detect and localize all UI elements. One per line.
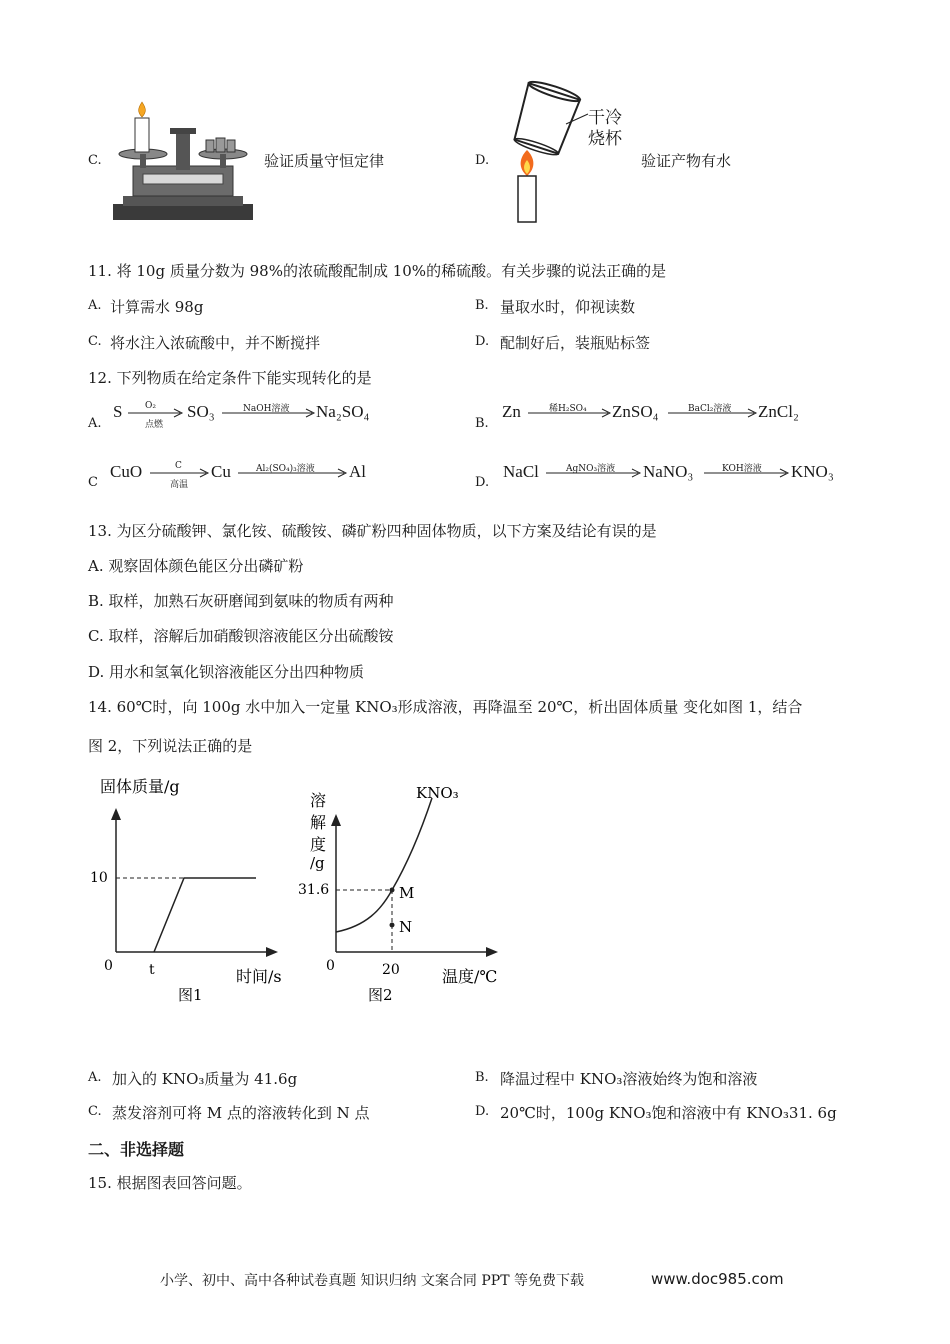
fig2-origin: 0 bbox=[326, 958, 335, 974]
q14-option-a-label: A. bbox=[88, 1070, 102, 1085]
q12-d-arrow1 bbox=[546, 468, 642, 478]
q13-stem: 13. 为区分硫酸钾、氯化铵、硫酸铵、磷矿粉四种固体物质，以下方案及结论有误的是 bbox=[88, 522, 657, 540]
figure-1-solid-mass-chart bbox=[80, 770, 300, 1010]
q11-option-c-label: C. bbox=[88, 334, 102, 349]
weight-1 bbox=[206, 140, 214, 152]
q11-stem: 11. 将 10g 质量分数为 98%的浓硫酸配制成 10%的稀硫酸。有关步骤的说法正确的是 bbox=[88, 262, 667, 280]
fig2-caption: 图2 bbox=[368, 986, 393, 1004]
fig2-ylabel-4: /g bbox=[310, 854, 325, 872]
q13-option-b: B. 取样，加熟石灰研磨闻到氨味的物质有两种 bbox=[88, 592, 394, 610]
candle-flame bbox=[139, 102, 146, 117]
q14-option-b-text: 降温过程中 KNO₃溶液始终为饱和溶液 bbox=[500, 1070, 758, 1088]
candle-d bbox=[518, 176, 536, 222]
fig2-label-n: N bbox=[399, 918, 413, 936]
q14-option-c-text: 蒸发溶剂可将 M 点的溶液转化到 N 点 bbox=[112, 1104, 370, 1122]
q11-option-c-text: 将水注入浓硫酸中，并不断搅拌 bbox=[110, 334, 321, 352]
q12-option-b-label: B. bbox=[475, 416, 489, 431]
beaker-label-line2: 烧杯 bbox=[588, 129, 622, 149]
fig2-ylabel-3: 度 bbox=[310, 835, 327, 854]
q13-option-d: D. 用水和氢氧化钡溶液能区分出四种物质 bbox=[88, 663, 365, 681]
q14-stem-line2: 图 2，下列说法正确的是 bbox=[88, 737, 253, 755]
q12-stem: 12. 下列物质在给定条件下能实现转化的是 bbox=[88, 369, 372, 387]
right-pan-stem bbox=[220, 154, 226, 168]
fig1-tick-10: 10 bbox=[90, 870, 108, 886]
q14-option-d-text: 20℃时，100g KNO₃饱和溶液中有 KNO₃31. 6g bbox=[500, 1104, 837, 1122]
q10-option-d-text: 验证产物有水 bbox=[641, 152, 732, 170]
q12-a-product: Na₂SO₄ bbox=[316, 402, 370, 421]
q12-a-cond2-top: NaOH溶液 bbox=[243, 404, 290, 414]
q14-option-a-text: 加入的 KNO₃质量为 41.6g bbox=[112, 1070, 298, 1088]
q12-d-arrow2 bbox=[704, 468, 790, 478]
left-pan-stem bbox=[140, 154, 146, 168]
q12-c-cond1-top: C bbox=[175, 461, 182, 471]
fig2-point-n bbox=[390, 923, 395, 928]
fig2-ylabel-1: 溶 bbox=[310, 791, 327, 810]
fig2-tick-31-6: 31.6 bbox=[298, 882, 330, 898]
footer-text: 小学、初中、高中各种试卷真题 知识归纳 文案合同 PPT 等免费下载 bbox=[160, 1273, 584, 1289]
q12-d-cond2-top: KOH溶液 bbox=[722, 464, 762, 474]
q12-b-arrow2 bbox=[668, 408, 758, 418]
candle bbox=[135, 118, 149, 152]
balance-scale-image bbox=[108, 100, 258, 226]
q11-option-a-text: 计算需水 98g bbox=[110, 298, 204, 316]
figure-2-solubility-chart bbox=[296, 770, 516, 1010]
q14-option-c-label: C. bbox=[88, 1104, 102, 1119]
q12-b-product: ZnCl₂ bbox=[758, 402, 799, 421]
footer-url[interactable]: www.doc985.com bbox=[651, 1270, 784, 1288]
fig2-y-arrow bbox=[331, 814, 341, 826]
q12-c-cond1-bot: 高温 bbox=[170, 480, 189, 490]
weight-3 bbox=[227, 140, 235, 152]
q12-c-arrow2 bbox=[238, 468, 348, 478]
q11-option-d-label: D. bbox=[475, 334, 490, 349]
fig2-kno3-curve bbox=[336, 798, 432, 932]
weight-2 bbox=[216, 138, 225, 152]
q12-option-d-label: D. bbox=[475, 475, 490, 490]
section-2-title: 二、非选择题 bbox=[88, 1140, 185, 1159]
fig1-caption: 图1 bbox=[178, 986, 203, 1004]
q12-a-cond1-top: O₂ bbox=[145, 401, 156, 411]
cold-dry-beaker bbox=[509, 80, 581, 159]
q12-b-reactant: Zn bbox=[502, 402, 521, 421]
q12-b-arrow1 bbox=[528, 408, 612, 418]
fig2-label-m: M bbox=[399, 884, 415, 902]
fig2-tick-20: 20 bbox=[382, 962, 400, 978]
fig2-x-arrow bbox=[486, 947, 498, 957]
q12-a-cond1-bot: 点燃 bbox=[145, 420, 164, 430]
q12-a-arrow2 bbox=[222, 408, 316, 418]
balance-base-top bbox=[123, 196, 243, 206]
q12-option-c-label: C bbox=[88, 475, 98, 490]
q12-b-cond1-top: 稀H₂SO₄ bbox=[549, 404, 587, 414]
q12-c-intermediate: Cu bbox=[211, 462, 231, 481]
q12-b-intermediate: ZnSO₄ bbox=[612, 402, 659, 421]
fig2-curve-label: KNO₃ bbox=[416, 784, 459, 802]
q13-option-a: A. 观察固体颜色能区分出磷矿粉 bbox=[88, 557, 304, 575]
fig2-ylabel-2: 解 bbox=[310, 813, 327, 832]
q11-option-b-label: B. bbox=[475, 298, 489, 313]
q12-d-intermediate: NaNO₃ bbox=[643, 462, 694, 481]
fig1-tick-t: t bbox=[149, 962, 155, 978]
balance-pointer-top bbox=[170, 128, 196, 134]
q14-option-d-label: D. bbox=[475, 1104, 490, 1119]
q11-option-a-label: A. bbox=[88, 298, 102, 313]
q15-stem: 15. 根据图表回答问题。 bbox=[88, 1174, 252, 1192]
q12-c-reactant: CuO bbox=[110, 462, 143, 481]
fig1-xlabel: 时间/s bbox=[236, 967, 282, 986]
fig2-xlabel: 温度/℃ bbox=[442, 967, 498, 986]
balance-scale-bar bbox=[143, 174, 223, 184]
q10-option-c-label: C. bbox=[88, 153, 102, 168]
balance-pillar bbox=[176, 130, 190, 170]
q12-d-cond1-top: AgNO₃溶液 bbox=[566, 464, 616, 474]
fig2-point-m bbox=[390, 888, 395, 893]
q13-option-c: C. 取样，溶解后加硝酸钡溶液能区分出硫酸铵 bbox=[88, 627, 394, 645]
q10-option-c-text: 验证质量守恒定律 bbox=[264, 152, 385, 170]
fig1-ylabel: 固体质量/g bbox=[100, 777, 180, 796]
q12-c-cond2-top: Al₂(SO₄)₃溶液 bbox=[256, 464, 315, 474]
q14-option-b-label: B. bbox=[475, 1070, 489, 1085]
q12-d-reactant: NaCl bbox=[503, 462, 539, 481]
q11-option-b-text: 量取水时，仰视读数 bbox=[500, 298, 636, 316]
q14-stem-line1: 14. 60℃时，向 100g 水中加入一定量 KNO₃形成溶液，再降温至 20℃，析出固体质量 变化如图 1，结合 bbox=[88, 698, 803, 716]
q12-a-reactant: S bbox=[113, 402, 123, 421]
q12-option-a-label: A. bbox=[88, 416, 102, 431]
balance-base bbox=[113, 204, 253, 220]
fig1-origin: 0 bbox=[104, 958, 113, 974]
q11-option-d-text: 配制好后，装瓶贴标签 bbox=[500, 334, 651, 352]
q12-b-cond2-top: BaCl₂溶液 bbox=[688, 404, 732, 414]
fig1-mass-line bbox=[154, 878, 256, 952]
q12-d-product: KNO₃ bbox=[791, 462, 834, 481]
candle-beaker-image bbox=[500, 80, 640, 226]
q12-c-product: Al bbox=[349, 462, 366, 481]
q10-option-d-label: D. bbox=[475, 153, 490, 168]
q12-a-intermediate: SO₃ bbox=[187, 402, 215, 421]
fig1-y-arrow bbox=[111, 808, 121, 820]
beaker-label-line1: 干冷 bbox=[588, 108, 622, 128]
beaker-pointer-line bbox=[566, 114, 588, 124]
fig1-x-arrow bbox=[266, 947, 278, 957]
